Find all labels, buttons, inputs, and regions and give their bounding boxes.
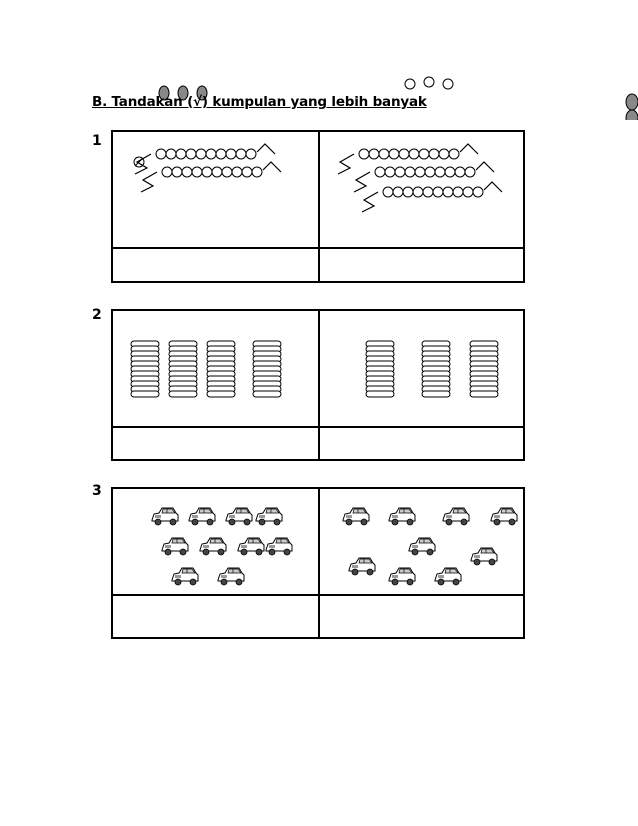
cars-right-picture: [320, 489, 525, 594]
car-icon: [343, 508, 369, 525]
question-number-3: 3: [92, 483, 102, 499]
car-icon: [218, 568, 244, 585]
car-icon: [349, 558, 375, 575]
cars-left-picture: [113, 489, 318, 594]
question-3-box: [111, 487, 525, 639]
bead-string: [362, 182, 502, 212]
question-number-1: 1: [92, 133, 102, 149]
car-icon: [389, 568, 415, 585]
bead-string: [354, 162, 494, 192]
car-icon: [238, 538, 264, 555]
answer-box-left[interactable]: [113, 249, 318, 283]
car-icon: [389, 508, 415, 525]
car-icon: [409, 538, 435, 555]
car-icon: [443, 508, 469, 525]
car-icon: [172, 568, 198, 585]
car-icon: [162, 538, 188, 555]
coin-stacks-left-picture: [113, 311, 318, 421]
beads-left-picture: [113, 132, 313, 242]
car-icon: [189, 508, 215, 525]
answer-box-left[interactable]: [113, 596, 318, 639]
answer-box-right[interactable]: [320, 249, 523, 283]
answer-box-right[interactable]: [320, 428, 523, 461]
car-icon: [226, 508, 252, 525]
answer-box-left[interactable]: [113, 428, 318, 461]
coin-stack: [207, 341, 235, 397]
question-2-box: [111, 309, 525, 461]
coin-stacks-right-picture: [320, 311, 525, 421]
car-icon: [491, 508, 517, 525]
coin-stack: [366, 341, 394, 397]
car-icon: [256, 508, 282, 525]
coin-stack: [470, 341, 498, 397]
coin-stack: [253, 341, 281, 397]
car-icon: [266, 538, 292, 555]
car-icon: [471, 548, 497, 565]
coin-stack: [422, 341, 450, 397]
question-number-2: 2: [92, 307, 102, 323]
car-icon: [435, 568, 461, 585]
worksheet-title: B. Tandakan (√) kumpulan yang lebih banyak: [92, 94, 427, 110]
bead-string: [141, 162, 281, 192]
beads-right-picture: [320, 132, 525, 242]
answer-box-right[interactable]: [320, 596, 523, 639]
car-icon: [152, 508, 178, 525]
coin-stack: [169, 341, 197, 397]
car-icon: [200, 538, 226, 555]
coin-stack: [131, 341, 159, 397]
question-1-box: [111, 130, 525, 283]
